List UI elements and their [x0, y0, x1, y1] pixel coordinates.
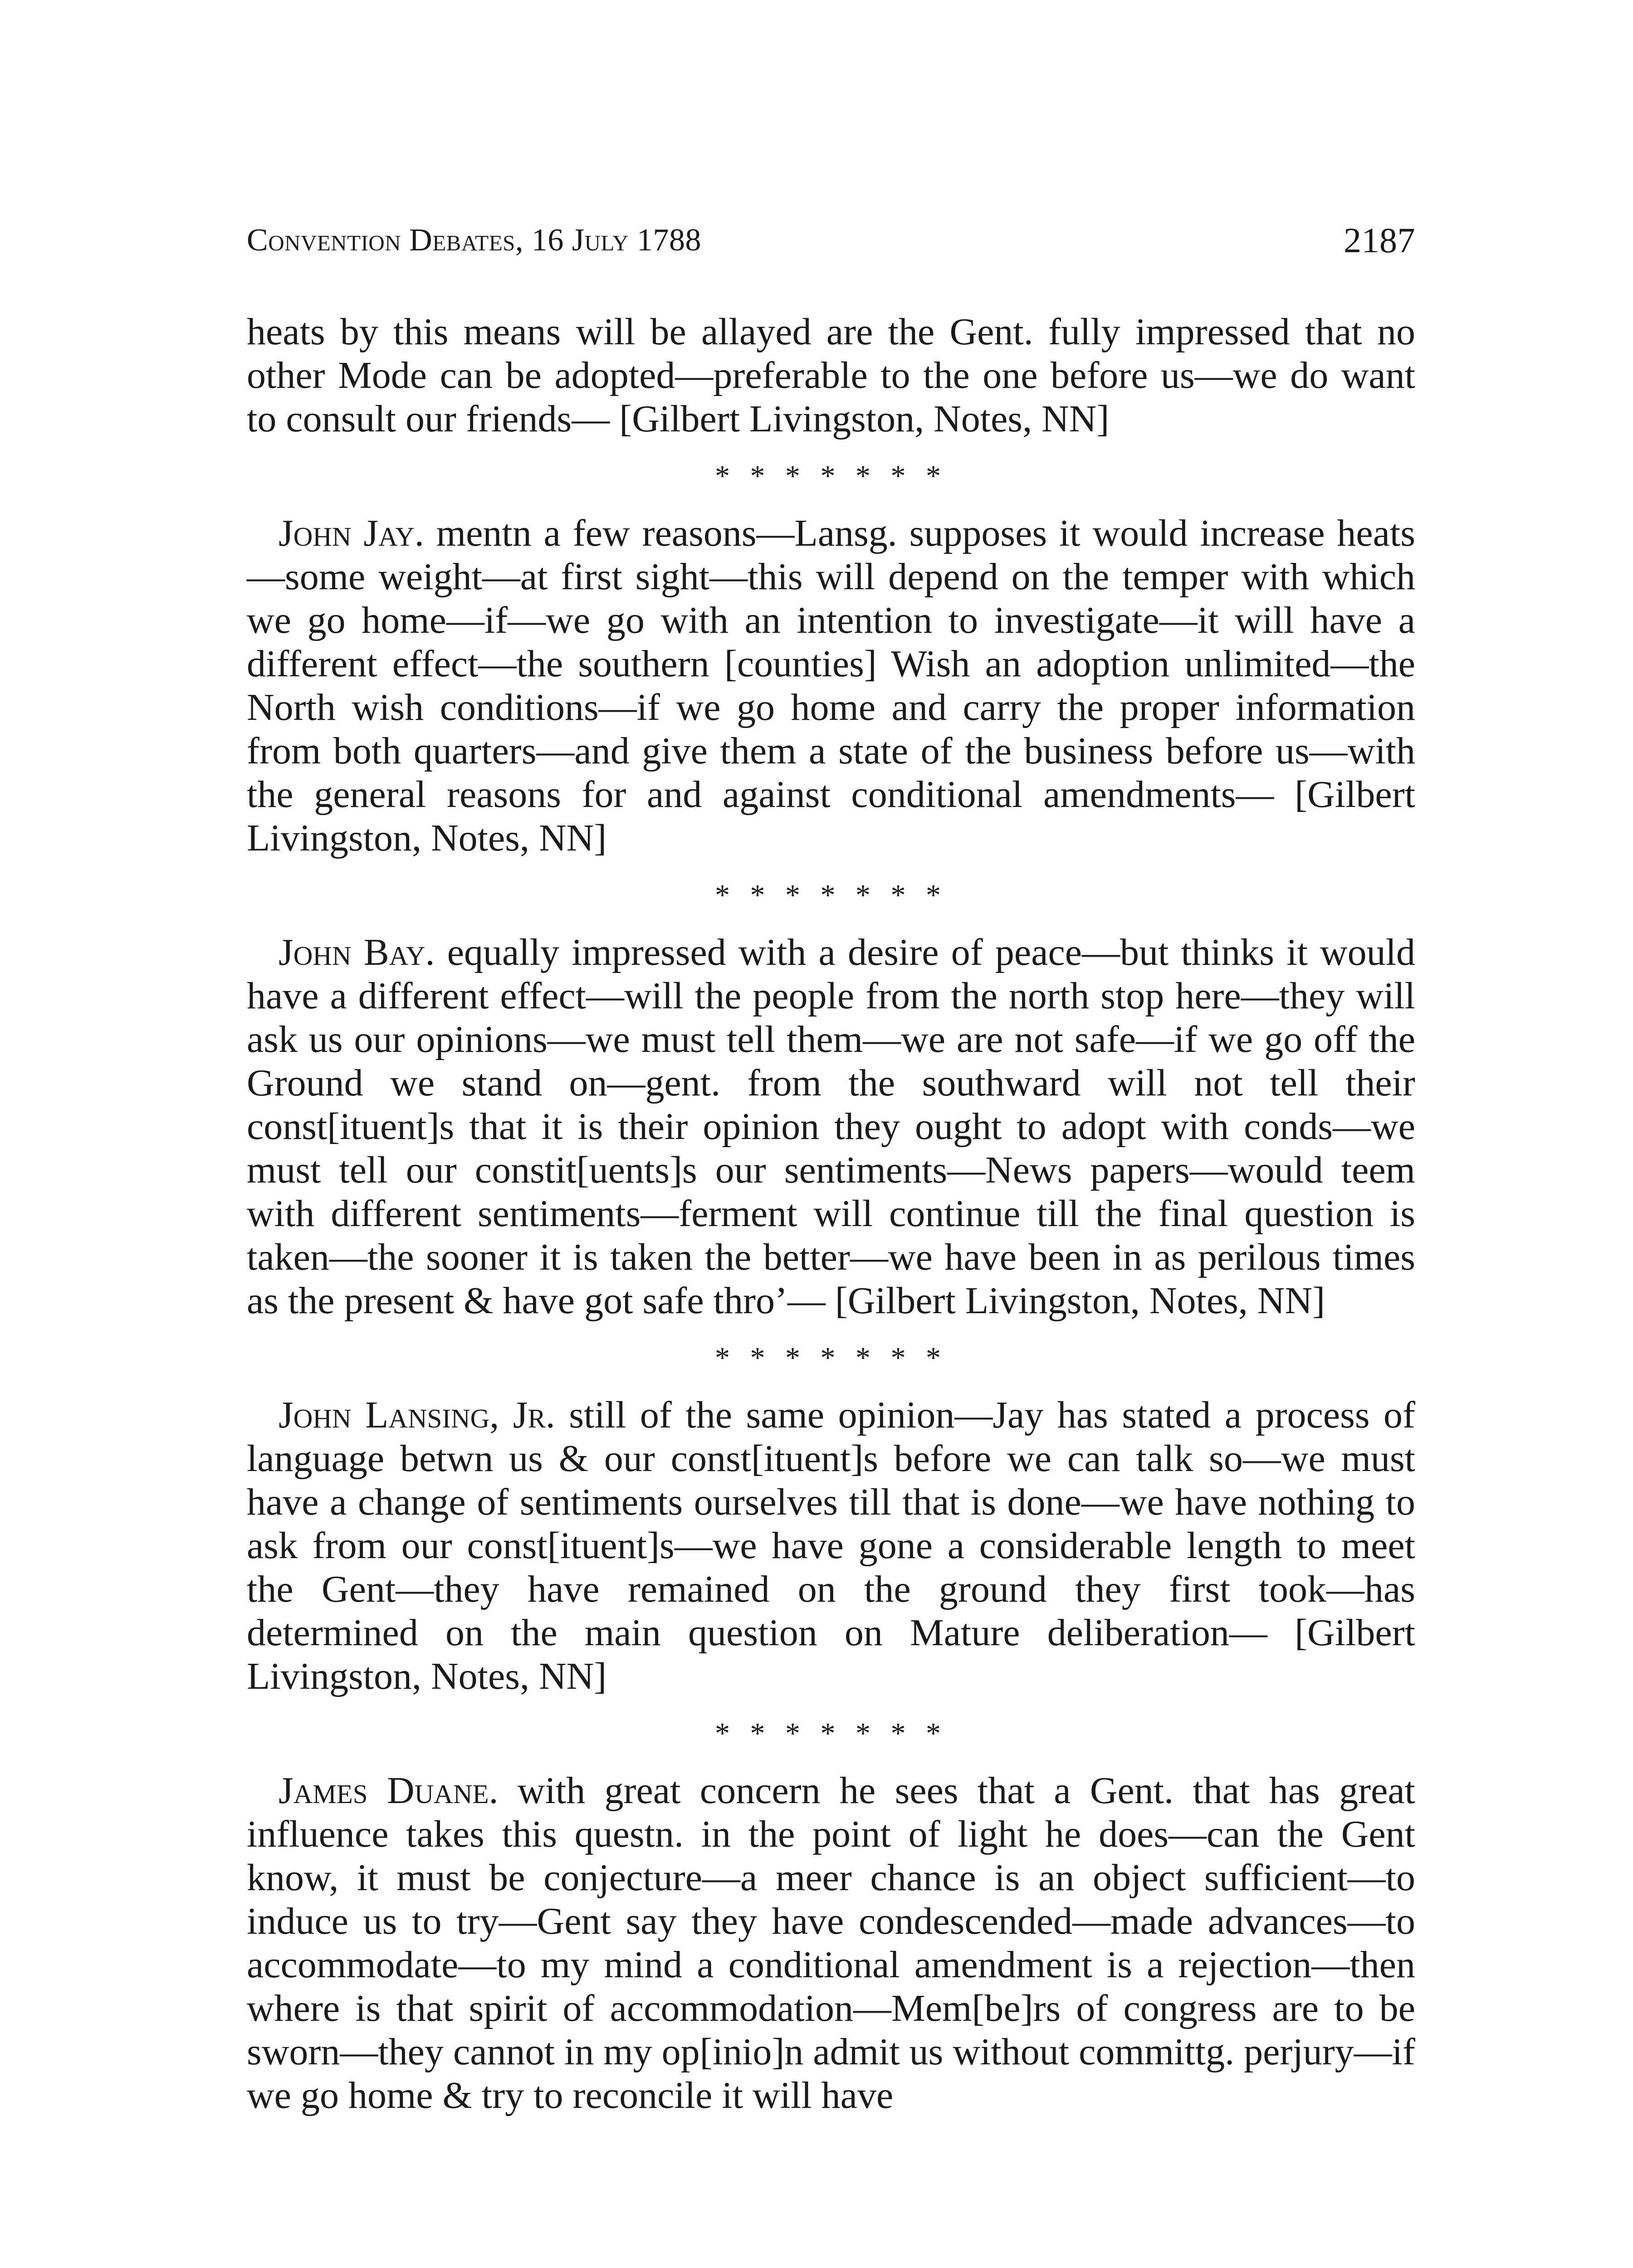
speaker-name: John Bay. — [279, 931, 435, 973]
section-separator: * * * * * * * — [715, 1341, 947, 1374]
paragraph-speech — [247, 1769, 1415, 2117]
section-separator: * * * * * * * — [715, 1717, 947, 1750]
paragraph-text: with great concern he sees that a Gent. that has great influence takes this questn. in the point of light he does—can the Gent know, it must be conjecture—a meer chance is an object sufficient—to induce us to try—Gent say they have condescended—made advances—to accommodate—to my mind a conditional amendment is a rejection—then where is that spirit of accommodation—Mem[be]rs of congress are to be sworn—they cannot in my op[inio]n admit us without committg. perjury—if we go home & try to reconcile it will have — [247, 1769, 1416, 2116]
speaker-name: John Lansing, Jr. — [279, 1394, 555, 1436]
section-separator: * * * * * * * — [715, 879, 947, 912]
section-separator: * * * * * * * — [715, 459, 947, 493]
paragraph-text: still of the same opinion—Jay has stated a process of language betwn us & our const[ituent]s before we can talk so—we must have a change of sentiments ourselves till that is done—we have nothing to ask from our const[ituent]s—we have gone a considerable length to meet the Gent—they have remained on the ground they first took—has determined on the main question on Mature deliberation— [Gilbert Livingston, Notes, NN] — [247, 1394, 1415, 1697]
page-number: 2187 — [1344, 220, 1415, 260]
running-head-title: Convention Debates, 16 July 1788 — [247, 223, 701, 258]
paragraph-speech — [247, 1393, 1415, 1698]
paragraph-text: heats by this means will be allayed are the Gent. fully impressed that no other Mode can be adopted—preferable to the one before us—we do want to consult our friends— [Gilbert Livingston, Notes, NN] — [247, 311, 1415, 440]
paragraph-speech — [247, 512, 1415, 860]
document-page — [247, 218, 1415, 2117]
paragraph-speech — [247, 931, 1415, 1323]
running-head — [247, 218, 1415, 263]
body-text — [247, 310, 1415, 2117]
paragraph-text: mentn a few reasons—Lansg. supposes it would increase heats—some weight—at first sight—this will depend on the temper with which we go home—if—we go with an intention to investigate—it will have a different effect—the southern [counties] Wish an adoption unlimited—the North wish conditions—if we go home and carry the proper information from both quarters—and give them a state of the business before us—with the general reasons for and against conditional amendments— [Gilbert Livingston, Notes, NN] — [247, 512, 1415, 859]
paragraph-continuation — [247, 310, 1415, 441]
paragraph-text: equally impressed with a desire of peace—but thinks it would have a different effect—will the people from the north stop here—they will ask us our opinions—we must tell them—we are not safe—if we go off the Ground we stand on—gent. from the southward will not tell their const[ituent]s that it is their opinion they ought to adopt with conds—we must tell our constit[uents]s our sentiments—News papers—would teem with different sentiments—ferment will continue till the final question is taken—the sooner it is taken the better—we have been in as perilous times as the present & have got safe thro’— [Gilbert Livingston, Notes, NN] — [247, 931, 1416, 1322]
speaker-name: John Jay. — [279, 512, 424, 554]
speaker-name: James Duane. — [279, 1769, 499, 1812]
